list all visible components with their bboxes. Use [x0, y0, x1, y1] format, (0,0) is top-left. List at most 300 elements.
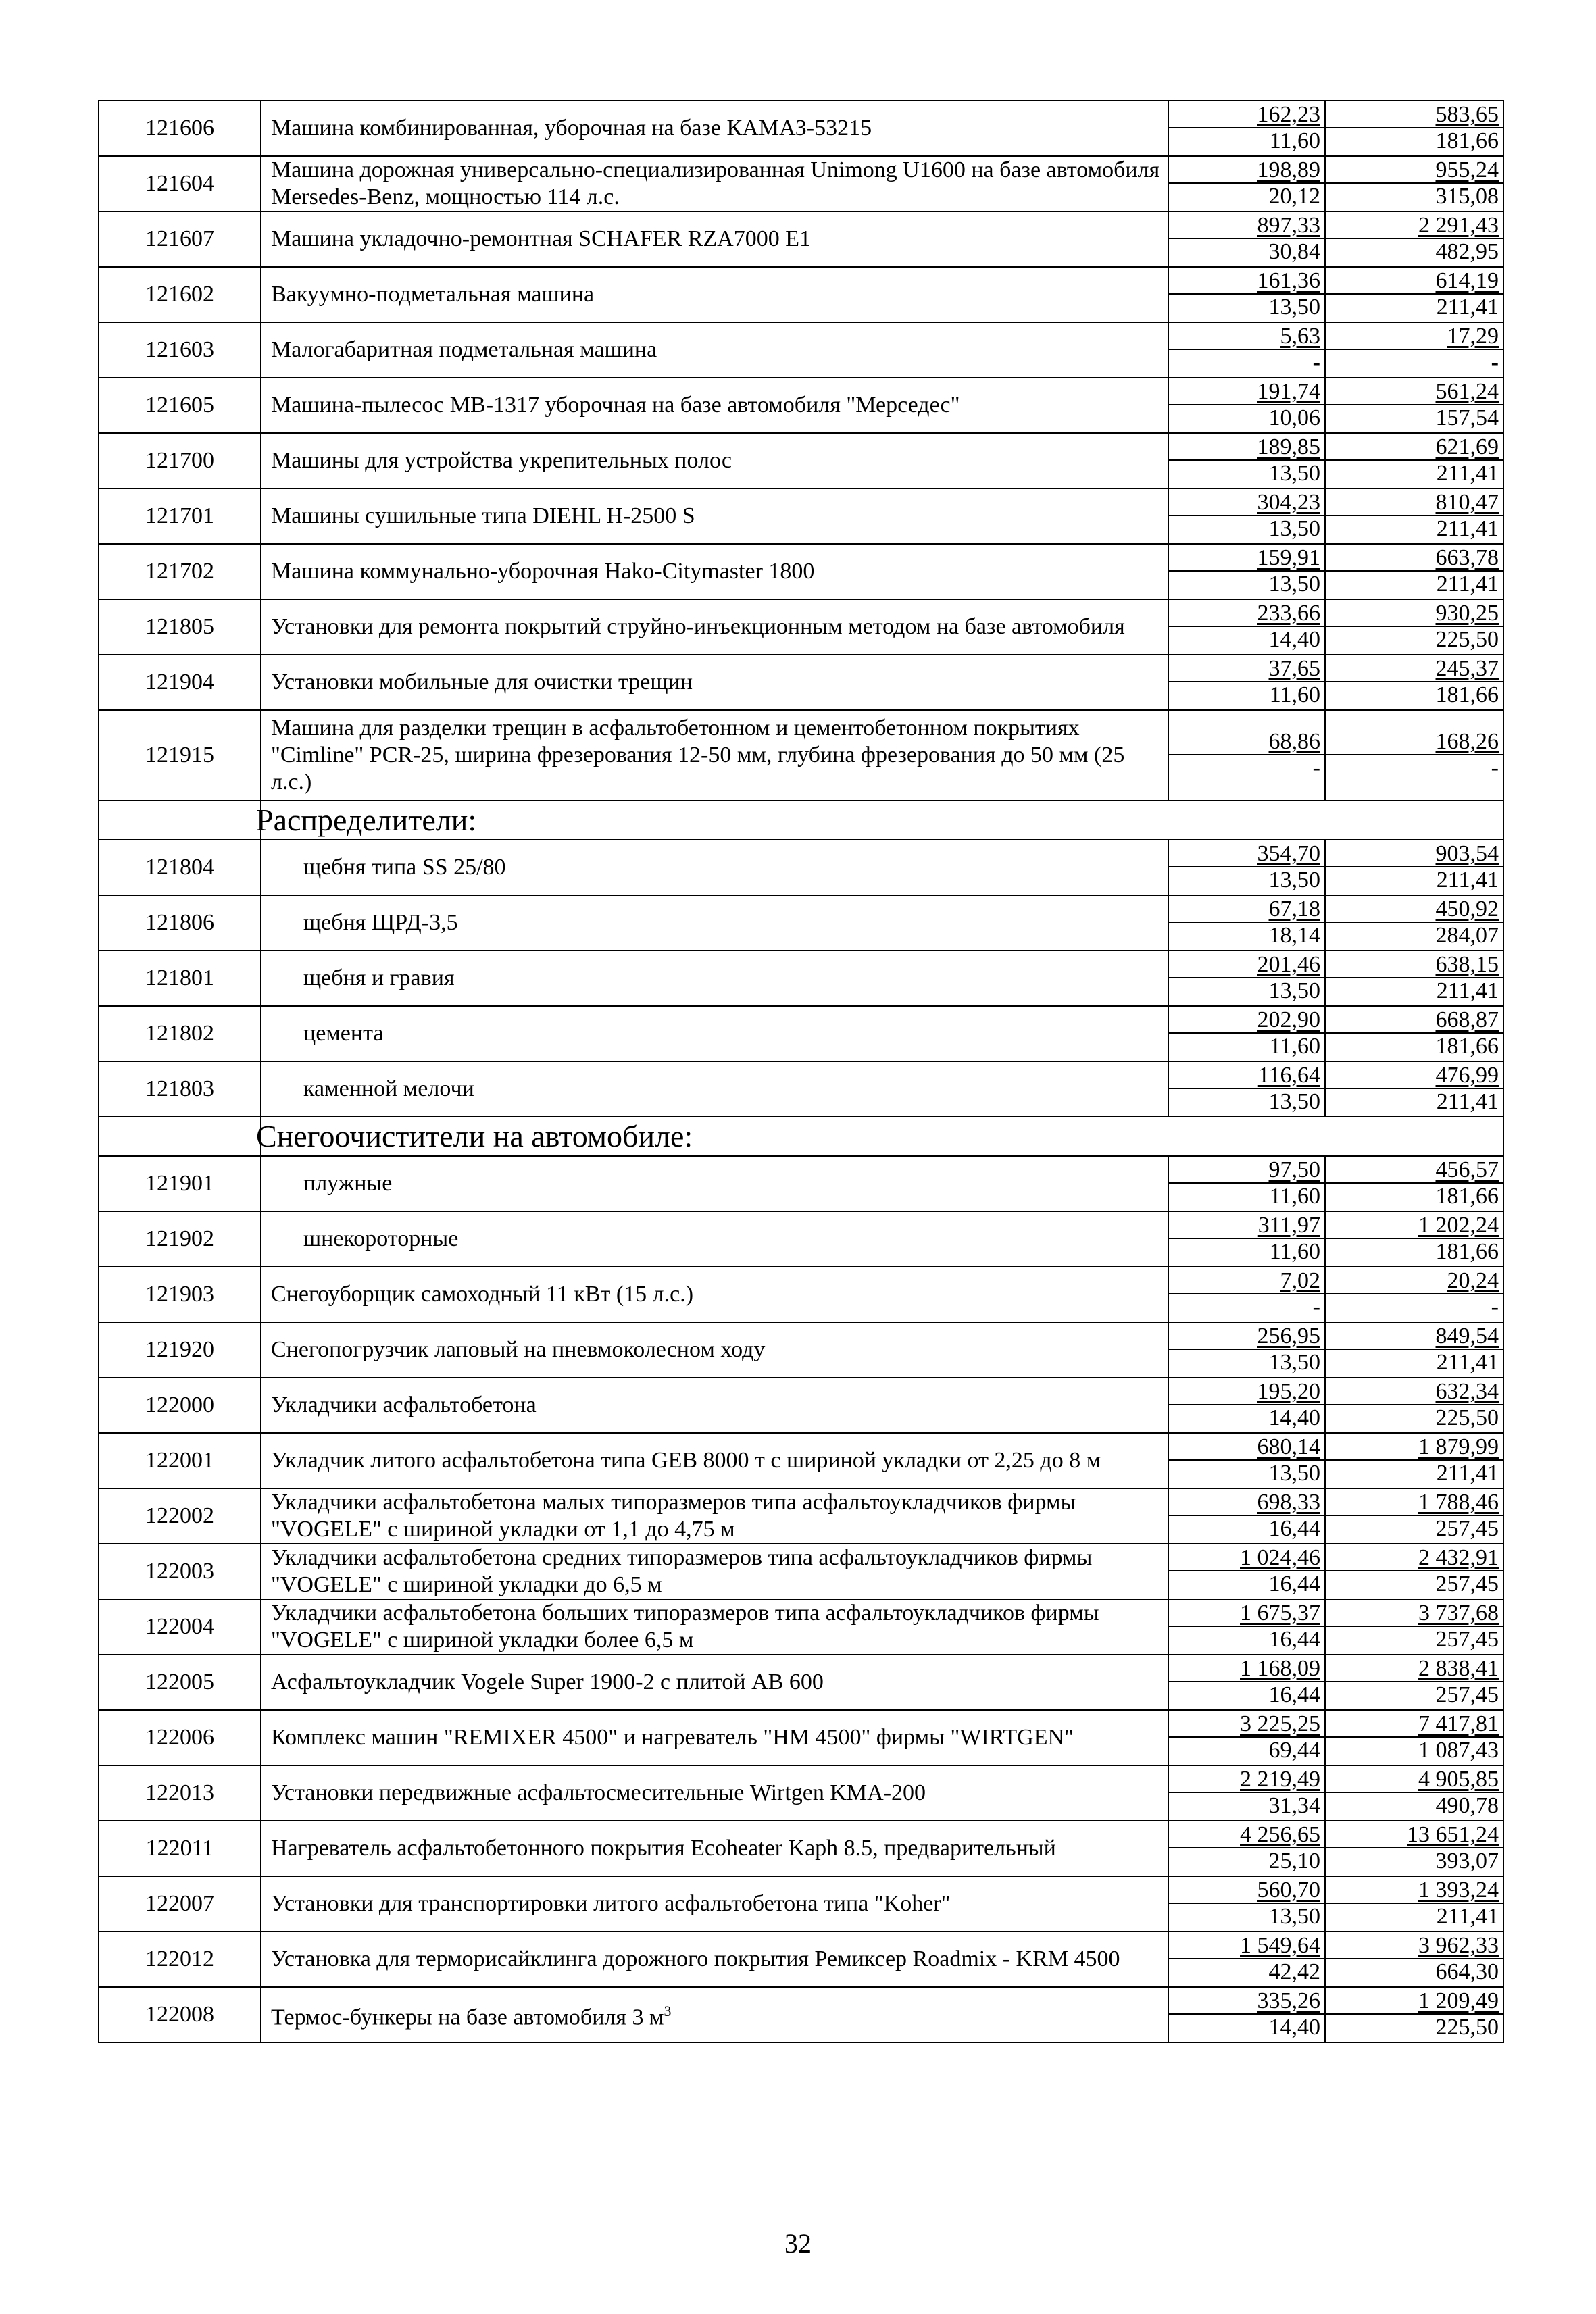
- section-title: [256, 1117, 1503, 1156]
- table-row: [99, 1006, 1503, 1061]
- price-column-2-bottom: 284,07: [1435, 923, 1499, 948]
- row-name: [261, 488, 1168, 544]
- price-column-1-top: 195,20: [1169, 1380, 1324, 1405]
- price-column-2: [1325, 655, 1503, 710]
- price-column-2: [1325, 1211, 1503, 1267]
- row-code: 121603: [99, 322, 261, 378]
- price-column-1: [1168, 1211, 1325, 1267]
- price-column-2-top: 2 838,41: [1326, 1657, 1503, 1682]
- price-column-2-bottom: 257,45: [1435, 1571, 1499, 1596]
- price-column-2-bottom: 181,66: [1435, 1184, 1499, 1209]
- price-column-2-bottom: 211,41: [1436, 516, 1499, 541]
- row-code: 122012: [99, 1932, 261, 1987]
- price-column-2-top: 810,47: [1326, 491, 1503, 516]
- price-column-1-top: 162,23: [1169, 103, 1324, 128]
- price-column-1-bottom: 25,10: [1268, 1848, 1320, 1873]
- price-column-1-top: 335,26: [1169, 1989, 1324, 2015]
- price-column-1: [1168, 840, 1325, 895]
- price-column-2-top: 1 879,99: [1326, 1435, 1503, 1461]
- price-column-2-top: 638,15: [1326, 953, 1503, 978]
- price-column-2-top: 456,57: [1326, 1158, 1503, 1184]
- price-column-1-bottom: 13,50: [1268, 1350, 1320, 1375]
- price-column-1-top: 233,66: [1169, 601, 1324, 627]
- price-column-1-top: 2 219,49: [1169, 1767, 1324, 1793]
- row-code: 122004: [99, 1599, 261, 1655]
- price-column-1-bottom: 13,50: [1268, 295, 1320, 320]
- price-column-1: [1168, 322, 1325, 378]
- row-code: 121605: [99, 378, 261, 433]
- price-column-2-bottom: -: [1491, 350, 1499, 375]
- row-name-text: шнекороторные: [303, 1226, 459, 1251]
- price-column-1-top: 354,70: [1169, 842, 1324, 867]
- price-column-1-top: 680,14: [1169, 1435, 1324, 1461]
- price-column-1: [1168, 895, 1325, 951]
- price-column-1-bottom: 13,50: [1268, 1461, 1320, 1486]
- price-column-1: [1168, 156, 1325, 211]
- section-title-text: Распределители:: [256, 803, 477, 837]
- row-name: [261, 211, 1168, 267]
- price-column-2-top: 668,87: [1326, 1008, 1503, 1034]
- row-code: 121700: [99, 433, 261, 488]
- price-column-2-bottom: 482,95: [1435, 239, 1499, 264]
- price-column-2: [1325, 1876, 1503, 1932]
- table-row: [99, 322, 1503, 378]
- row-name-text: Установка для терморисайклинга дорожного покрытия Ремиксер Roadmix - KRM 4500: [271, 1946, 1120, 1971]
- price-column-2-top: 930,25: [1326, 601, 1503, 627]
- price-column-2: [1325, 101, 1503, 156]
- price-column-1: [1168, 1488, 1325, 1544]
- row-name: [261, 1211, 1168, 1267]
- price-column-1-top: 37,65: [1169, 657, 1324, 682]
- row-name: [261, 710, 1168, 801]
- price-column-2-bottom: 257,45: [1435, 1516, 1499, 1541]
- price-column-2-bottom: 315,08: [1435, 184, 1499, 209]
- price-column-2-bottom: 393,07: [1435, 1848, 1499, 1873]
- table-row: [99, 1433, 1503, 1488]
- price-column-1-bottom: 13,50: [1268, 461, 1320, 486]
- row-code: 122006: [99, 1710, 261, 1765]
- price-column-1-top: 3 225,25: [1169, 1712, 1324, 1738]
- row-name: [261, 1655, 1168, 1710]
- table-row: [99, 1061, 1503, 1117]
- section-title: [256, 801, 1503, 840]
- price-column-1-bottom: 13,50: [1268, 1904, 1320, 1929]
- price-column-1-bottom: 18,14: [1268, 923, 1320, 948]
- price-column-1-top: 897,33: [1169, 213, 1324, 239]
- price-column-1-bottom: 42,42: [1268, 1959, 1320, 1984]
- price-column-1-bottom: 10,06: [1268, 405, 1320, 430]
- row-code: 121604: [99, 156, 261, 211]
- row-name-text: щебня ЩРД-3,5: [303, 910, 458, 935]
- price-column-2: [1325, 895, 1503, 951]
- price-column-2: [1325, 1156, 1503, 1211]
- row-code: 121902: [99, 1211, 261, 1267]
- row-name-text: Укладчики асфальтобетона: [271, 1392, 537, 1417]
- row-code: 121903: [99, 1267, 261, 1322]
- price-column-2-top: 614,19: [1326, 269, 1503, 295]
- row-name-text: Машина укладочно-ремонтная SCHAFER RZA7000 E1: [271, 226, 811, 251]
- row-name-text: Вакуумно-подметальная машина: [271, 282, 595, 307]
- table-body: [99, 101, 1503, 2042]
- row-name: [261, 655, 1168, 710]
- price-column-2-top: 955,24: [1326, 158, 1503, 184]
- price-column-1-bottom: 11,60: [1269, 1034, 1320, 1059]
- table-row: [99, 211, 1503, 267]
- price-column-1: [1168, 1267, 1325, 1322]
- row-code: 121915: [99, 710, 261, 801]
- row-name-text: Машина-пылесос МВ-1317 уборочная на базе автомобиля "Мерседес": [271, 393, 960, 418]
- price-column-2-bottom: 257,45: [1435, 1682, 1499, 1707]
- price-column-2: [1325, 1006, 1503, 1061]
- table-row: [99, 1544, 1503, 1599]
- row-code: 121904: [99, 655, 261, 710]
- price-column-1-top: 698,33: [1169, 1490, 1324, 1516]
- price-column-1-top: 5,63: [1169, 324, 1324, 350]
- table-row: [99, 599, 1503, 655]
- row-code: 121803: [99, 1061, 261, 1117]
- row-name-text: Нагреватель асфальтобетонного покрытия Ecoheater Kaph 8.5, предварительный: [271, 1836, 1056, 1861]
- row-name-text: плужные: [303, 1171, 393, 1196]
- price-column-2-top: 583,65: [1326, 103, 1503, 128]
- row-code: 122007: [99, 1876, 261, 1932]
- row-name-text: Машины для устройства укрепительных полос: [271, 448, 732, 473]
- price-column-1-bottom: 14,40: [1268, 2015, 1320, 2040]
- row-name: [261, 895, 1168, 951]
- price-table: [98, 100, 1504, 2043]
- price-column-2-bottom: 490,78: [1435, 1793, 1499, 1818]
- price-column-1-bottom: 16,44: [1268, 1516, 1320, 1541]
- price-column-1: [1168, 267, 1325, 322]
- price-column-2-bottom: 211,41: [1436, 572, 1499, 597]
- price-column-1-bottom: 20,12: [1268, 184, 1320, 209]
- row-name-text: Снегоуборщик самоходный 11 кВт (15 л.с.): [271, 1282, 694, 1307]
- table-row: [99, 1655, 1503, 1710]
- price-column-1: [1168, 1061, 1325, 1117]
- row-name: [261, 1061, 1168, 1117]
- row-name-text: Укладчики асфальтобетона больших типоразмеров типа асфальтоукладчиков фирмы "VOGELE" с шириной укладки более 6,5 м: [271, 1601, 1099, 1653]
- price-column-2-top: 2 291,43: [1326, 213, 1503, 239]
- price-column-1: [1168, 1876, 1325, 1932]
- price-column-1-bottom: -: [1312, 755, 1320, 780]
- price-column-2-bottom: 257,45: [1435, 1627, 1499, 1652]
- price-column-1-top: 1 675,37: [1169, 1601, 1324, 1627]
- row-name: [261, 544, 1168, 599]
- price-column-1: [1168, 378, 1325, 433]
- price-column-1: [1168, 1655, 1325, 1710]
- price-column-2-top: 245,37: [1326, 657, 1503, 682]
- price-column-2-top: 2 432,91: [1326, 1546, 1503, 1571]
- price-column-2-bottom: 157,54: [1435, 405, 1499, 430]
- row-name-text: Укладчик литого асфальтобетона типа GEB 8000 т с шириной укладки от 2,25 до 8 м: [271, 1448, 1101, 1473]
- row-name: [261, 951, 1168, 1006]
- price-column-1-top: 67,18: [1169, 897, 1324, 923]
- price-column-1-bottom: 13,50: [1268, 1089, 1320, 1114]
- price-column-1: [1168, 1710, 1325, 1765]
- price-column-1-bottom: 14,40: [1268, 1405, 1320, 1430]
- row-name-text: Машины сушильные типа DIEHL H-2500 S: [271, 503, 695, 528]
- row-code: 121804: [99, 840, 261, 895]
- table-row: [99, 1710, 1503, 1765]
- price-column-1-bottom: -: [1312, 1294, 1320, 1319]
- price-column-1-top: 159,91: [1169, 546, 1324, 572]
- price-column-1-bottom: 11,60: [1269, 682, 1320, 707]
- price-column-1: [1168, 1544, 1325, 1599]
- row-name: [261, 1488, 1168, 1544]
- table-row: [99, 267, 1503, 322]
- section-title-text: Снегоочистители на автомобиле:: [256, 1119, 693, 1153]
- page-number: 32: [784, 2228, 812, 2259]
- row-code: 122011: [99, 1821, 261, 1876]
- price-column-2-bottom: 211,41: [1436, 1089, 1499, 1114]
- price-column-2: [1325, 433, 1503, 488]
- price-column-2-bottom: 211,41: [1436, 1461, 1499, 1486]
- section-header-row: [99, 801, 1503, 840]
- row-code: 121802: [99, 1006, 261, 1061]
- section-code-cell: [99, 1117, 261, 1156]
- price-column-1-top: 161,36: [1169, 269, 1324, 295]
- row-name: [261, 1544, 1168, 1599]
- price-column-2-bottom: 181,66: [1435, 1034, 1499, 1059]
- row-name: [261, 1821, 1168, 1876]
- price-column-2-bottom: 664,30: [1435, 1959, 1499, 1984]
- table-row: [99, 1267, 1503, 1322]
- row-name-text: Установки мобильные для очистки трещин: [271, 670, 693, 695]
- table-row: [99, 840, 1503, 895]
- row-name-text: цемента: [303, 1021, 384, 1046]
- price-column-1-bottom: 69,44: [1268, 1738, 1320, 1763]
- price-column-2-top: 632,34: [1326, 1380, 1503, 1405]
- price-column-2: [1325, 1378, 1503, 1433]
- price-column-1-top: 189,85: [1169, 435, 1324, 461]
- table-row: [99, 1488, 1503, 1544]
- table-row: [99, 1876, 1503, 1932]
- row-name-text: Установки передвижные асфальтосмесительные Wirtgen KMA-200: [271, 1780, 926, 1805]
- price-column-2: [1325, 1488, 1503, 1544]
- price-column-2-bottom: -: [1491, 755, 1499, 780]
- price-column-2: [1325, 488, 1503, 544]
- price-column-2-bottom: 1 087,43: [1418, 1738, 1499, 1763]
- table-row: [99, 378, 1503, 433]
- price-column-1-bottom: 14,40: [1268, 627, 1320, 652]
- price-column-2-bottom: 211,41: [1436, 978, 1499, 1003]
- table-row: [99, 1322, 1503, 1378]
- price-column-1-bottom: 16,44: [1268, 1627, 1320, 1652]
- price-column-2: [1325, 951, 1503, 1006]
- price-column-2-bottom: 211,41: [1436, 461, 1499, 486]
- section-code-cell: [99, 801, 261, 840]
- table-row: [99, 488, 1503, 544]
- price-column-2: [1325, 267, 1503, 322]
- price-column-1: [1168, 211, 1325, 267]
- row-name-superscript: 3: [664, 2003, 672, 2020]
- price-column-2-top: 663,78: [1326, 546, 1503, 572]
- price-column-2-top: 7 417,81: [1326, 1712, 1503, 1738]
- price-column-2-bottom: 225,50: [1435, 627, 1499, 652]
- price-column-1-top: 311,97: [1169, 1213, 1324, 1239]
- price-column-1-bottom: 13,50: [1268, 516, 1320, 541]
- price-column-1-bottom: 13,50: [1268, 978, 1320, 1003]
- row-name-text: каменной мелочи: [303, 1076, 474, 1101]
- row-name: [261, 1378, 1168, 1433]
- price-column-2-bottom: 211,41: [1436, 1350, 1499, 1375]
- price-column-1: [1168, 1599, 1325, 1655]
- price-column-1-top: 1 549,64: [1169, 1934, 1324, 1959]
- price-column-2: [1325, 1655, 1503, 1710]
- price-column-1-bottom: 13,50: [1268, 572, 1320, 597]
- row-name: [261, 1156, 1168, 1211]
- row-name: [261, 267, 1168, 322]
- price-column-2-top: 20,24: [1326, 1269, 1503, 1294]
- row-name: [261, 1932, 1168, 1987]
- price-column-2-bottom: -: [1491, 1294, 1499, 1319]
- price-column-2-top: 13 651,24: [1326, 1823, 1503, 1848]
- price-column-2-top: 4 905,85: [1326, 1767, 1503, 1793]
- row-name-text: Машина для разделки трещин в асфальтобетонном и цементобетонном покрытиях "Cimline" PCR-25, ширина фрезерования 12-50 мм, глубина фрезерования до 50 мм (25 л.с.): [271, 715, 1125, 795]
- price-column-1: [1168, 101, 1325, 156]
- row-code: 121602: [99, 267, 261, 322]
- price-column-2: [1325, 544, 1503, 599]
- price-column-2-top: 1 209,49: [1326, 1989, 1503, 2015]
- price-column-1: [1168, 599, 1325, 655]
- row-code: 121805: [99, 599, 261, 655]
- row-name: [261, 1599, 1168, 1655]
- table-row: [99, 655, 1503, 710]
- price-column-2-top: 450,92: [1326, 897, 1503, 923]
- row-name-text: Термос-бункеры на базе автомобиля 3 м: [271, 2005, 664, 2030]
- row-name: [261, 433, 1168, 488]
- price-column-2: [1325, 156, 1503, 211]
- row-code: 122001: [99, 1433, 261, 1488]
- row-name: [261, 1267, 1168, 1322]
- table-row: [99, 1821, 1503, 1876]
- row-name-text: Снегопогрузчик лаповый на пневмоколесном ходу: [271, 1337, 766, 1362]
- row-code: 121801: [99, 951, 261, 1006]
- row-name-text: Машина комбинированная, уборочная на базе КАМАЗ-53215: [271, 116, 872, 141]
- price-column-2: [1325, 1061, 1503, 1117]
- price-column-2-bottom: 225,50: [1435, 1405, 1499, 1430]
- table-row: [99, 1378, 1503, 1433]
- table-row: [99, 1156, 1503, 1211]
- price-column-1: [1168, 1987, 1325, 2042]
- price-column-2-top: 903,54: [1326, 842, 1503, 867]
- row-name-text: Машина коммунально-уборочная Hako-Citymaster 1800: [271, 559, 815, 584]
- price-column-1-top: 202,90: [1169, 1008, 1324, 1034]
- price-column-1: [1168, 710, 1325, 801]
- price-column-1-top: 1 168,09: [1169, 1657, 1324, 1682]
- price-column-2-top: 168,26: [1326, 730, 1503, 755]
- row-name: [261, 840, 1168, 895]
- price-column-2-top: 849,54: [1326, 1324, 1503, 1350]
- price-column-2-bottom: 181,66: [1435, 682, 1499, 707]
- price-column-2-top: 3 962,33: [1326, 1934, 1503, 1959]
- row-name-text: Установки для ремонта покрытий струйно-инъекционным методом на базе автомобиля: [271, 614, 1125, 639]
- row-name: [261, 322, 1168, 378]
- row-name-text: Комплекс машин "REMIXER 4500" и нагреватель "HM 4500" фирмы "WIRTGEN": [271, 1725, 1074, 1750]
- price-column-1-bottom: 16,44: [1268, 1571, 1320, 1596]
- table-row: [99, 710, 1503, 801]
- price-column-2: [1325, 211, 1503, 267]
- price-column-1-top: 4 256,65: [1169, 1823, 1324, 1848]
- price-column-1: [1168, 1932, 1325, 1987]
- row-code: 122013: [99, 1765, 261, 1821]
- price-column-1: [1168, 1821, 1325, 1876]
- price-column-2: [1325, 710, 1503, 801]
- section-header-row: [99, 1117, 1503, 1156]
- table-row: [99, 1211, 1503, 1267]
- price-column-2: [1325, 1599, 1503, 1655]
- row-code: 121920: [99, 1322, 261, 1378]
- table-row: [99, 156, 1503, 211]
- price-column-2: [1325, 1322, 1503, 1378]
- price-column-2-top: 476,99: [1326, 1063, 1503, 1089]
- price-column-2-bottom: 211,41: [1436, 1904, 1499, 1929]
- row-code: 122003: [99, 1544, 261, 1599]
- row-name-text: Укладчики асфальтобетона малых типоразмеров типа асфальтоукладчиков фирмы "VOGELE" с шириной укладки от 1,1 до 4,75 м: [271, 1490, 1076, 1542]
- price-column-1-top: 191,74: [1169, 380, 1324, 405]
- price-column-2: [1325, 378, 1503, 433]
- row-name: [261, 1433, 1168, 1488]
- price-column-1-bottom: 16,44: [1268, 1682, 1320, 1707]
- row-code: 121806: [99, 895, 261, 951]
- price-column-1: [1168, 1378, 1325, 1433]
- price-column-2-bottom: 181,66: [1435, 128, 1499, 153]
- price-column-1: [1168, 544, 1325, 599]
- price-column-1: [1168, 1765, 1325, 1821]
- row-name: [261, 1710, 1168, 1765]
- price-column-1: [1168, 1433, 1325, 1488]
- price-column-2: [1325, 1267, 1503, 1322]
- price-column-2-top: 17,29: [1326, 324, 1503, 350]
- price-column-2: [1325, 599, 1503, 655]
- row-name: [261, 1876, 1168, 1932]
- row-code: 121606: [99, 101, 261, 156]
- row-code: 121901: [99, 1156, 261, 1211]
- row-name: [261, 599, 1168, 655]
- row-name: [261, 1006, 1168, 1061]
- price-column-1-top: 198,89: [1169, 158, 1324, 184]
- price-column-1-top: 97,50: [1169, 1158, 1324, 1184]
- row-name: [261, 156, 1168, 211]
- price-column-1-top: 116,64: [1169, 1063, 1324, 1089]
- row-name-text: Установки для транспортировки литого асфальтобетона типа "Koher": [271, 1891, 951, 1916]
- row-name: [261, 101, 1168, 156]
- table-row: [99, 1599, 1503, 1655]
- price-column-1-top: 68,86: [1169, 730, 1324, 755]
- table-row: [99, 433, 1503, 488]
- price-column-1: [1168, 488, 1325, 544]
- table-row: [99, 951, 1503, 1006]
- price-column-1-bottom: 30,84: [1268, 239, 1320, 264]
- row-code: 122000: [99, 1378, 261, 1433]
- price-column-1: [1168, 951, 1325, 1006]
- price-column-1-top: 304,23: [1169, 491, 1324, 516]
- price-column-2: [1325, 1544, 1503, 1599]
- row-name-text: Асфальтоукладчик Vogele Super 1900-2 с плитой АВ 600: [271, 1669, 824, 1694]
- table-row: [99, 544, 1503, 599]
- price-column-2-bottom: 211,41: [1436, 867, 1499, 892]
- row-code: 122002: [99, 1488, 261, 1544]
- row-code: 122008: [99, 1987, 261, 2042]
- price-column-2-top: 1 788,46: [1326, 1490, 1503, 1516]
- row-code: 121701: [99, 488, 261, 544]
- price-column-1-top: 7,02: [1169, 1269, 1324, 1294]
- row-name-text: Малогабаритная подметальная машина: [271, 337, 657, 362]
- table-row: [99, 1765, 1503, 1821]
- price-column-1-top: 560,70: [1169, 1878, 1324, 1904]
- price-column-1: [1168, 1006, 1325, 1061]
- row-name-text: Машина дорожная универсально-специализированная Unimong U1600 на базе автомобиля Mersedes-Benz, мощностью 114 л.с.: [271, 157, 1160, 209]
- price-column-1-bottom: 11,60: [1269, 1239, 1320, 1264]
